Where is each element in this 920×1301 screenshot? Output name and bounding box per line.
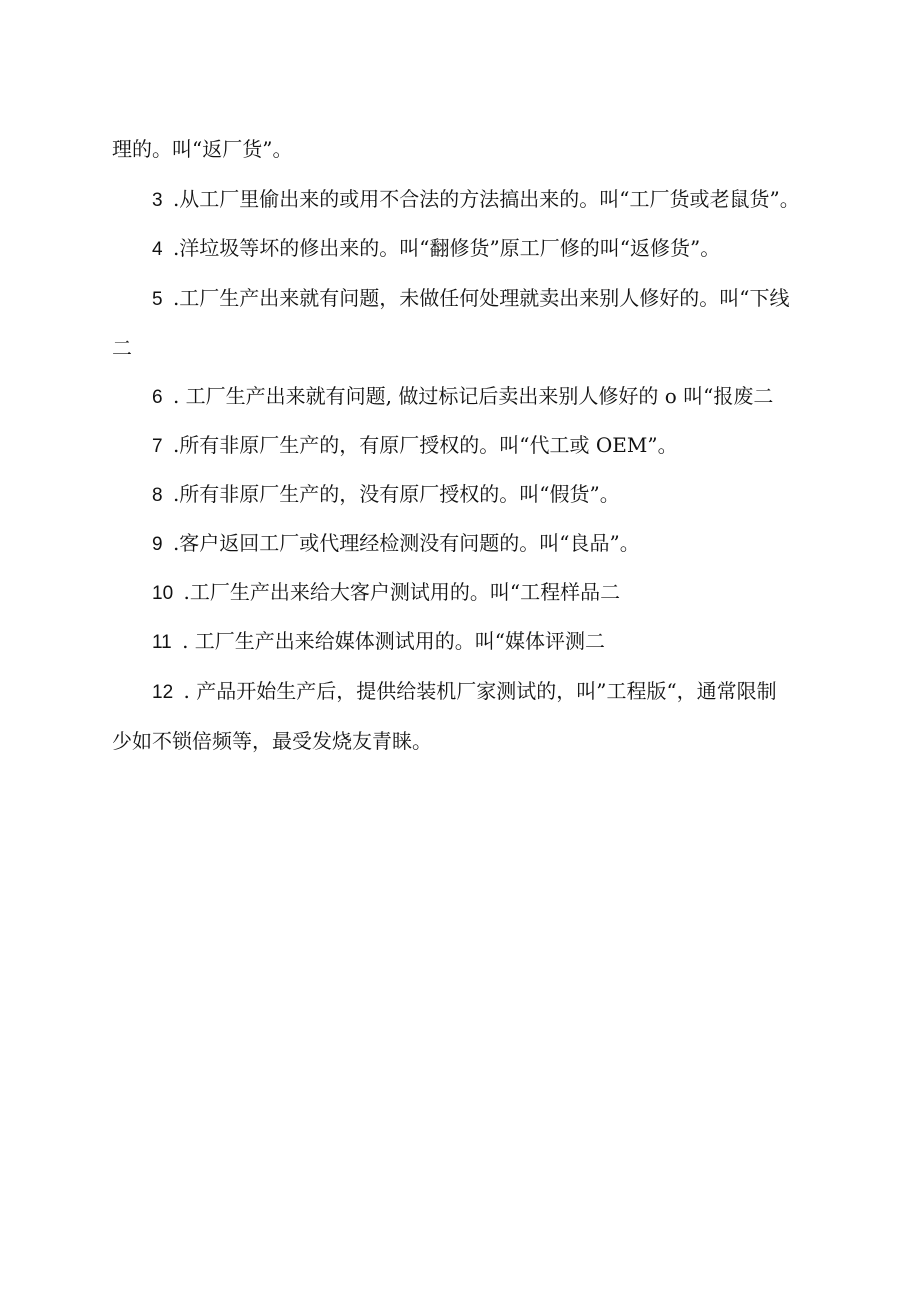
item-text: .所有非原厂生产的，没有原厂授权的。叫“假货”。	[172, 482, 620, 506]
item-number: 6	[152, 387, 163, 408]
item-text: . 工厂生产出来就有问题, 做过标记后卖出来别人修好的 o 叫“报废二	[172, 384, 774, 408]
line-text: 理的。叫“返厂货”。	[112, 137, 293, 161]
item-number: 10	[152, 583, 174, 604]
item-text: .工厂生产出来就有问题，未做任何处理就卖出来别人修好的。叫“下线	[172, 286, 790, 310]
paragraph-line	[0, 333, 920, 363]
list-item	[0, 676, 920, 706]
list-item	[0, 430, 920, 460]
list-item	[0, 479, 920, 509]
item-number: 11	[152, 632, 172, 653]
item-text: .所有非原厂生产的，有原厂授权的。叫“代工或 OEM”。	[172, 433, 678, 457]
item-text: . 产品开始生产后，提供给装机厂家测试的，叫”工程版“，通常限制	[183, 679, 777, 703]
item-number: 4	[152, 239, 163, 260]
list-item	[0, 528, 920, 558]
item-number: 9	[152, 534, 163, 555]
item-number: 8	[152, 485, 163, 506]
item-text: .客户返回工厂或代理经检测没有问题的。叫“良品”。	[172, 531, 640, 555]
item-text: . 工厂生产出来给媒体测试用的。叫“媒体评测二	[182, 629, 606, 653]
item-text: .工厂生产出来给大客户测试用的。叫“工程样品二	[183, 580, 621, 604]
list-item	[0, 626, 920, 656]
item-number: 3	[152, 190, 163, 211]
line-text: 少如不锁倍频等，最受发烧友青睐。	[112, 729, 432, 753]
list-item	[0, 233, 920, 263]
item-number: 5	[152, 289, 163, 310]
list-item	[0, 283, 920, 313]
item-number: 12	[152, 682, 174, 703]
item-text: .从工厂里偷出来的或用不合法的方法搞出来的。叫“工厂货或老鼠货”。	[172, 187, 800, 211]
paragraph-line	[0, 726, 920, 756]
item-text: .洋垃圾等坏的修出来的。叫“翻修货”原工厂修的叫“返修货”。	[172, 236, 721, 260]
paragraph-line	[0, 134, 920, 164]
list-item	[0, 184, 920, 214]
line-text: 二	[112, 336, 132, 360]
list-item	[0, 577, 920, 607]
list-item	[0, 381, 920, 411]
item-number: 7	[152, 436, 163, 457]
